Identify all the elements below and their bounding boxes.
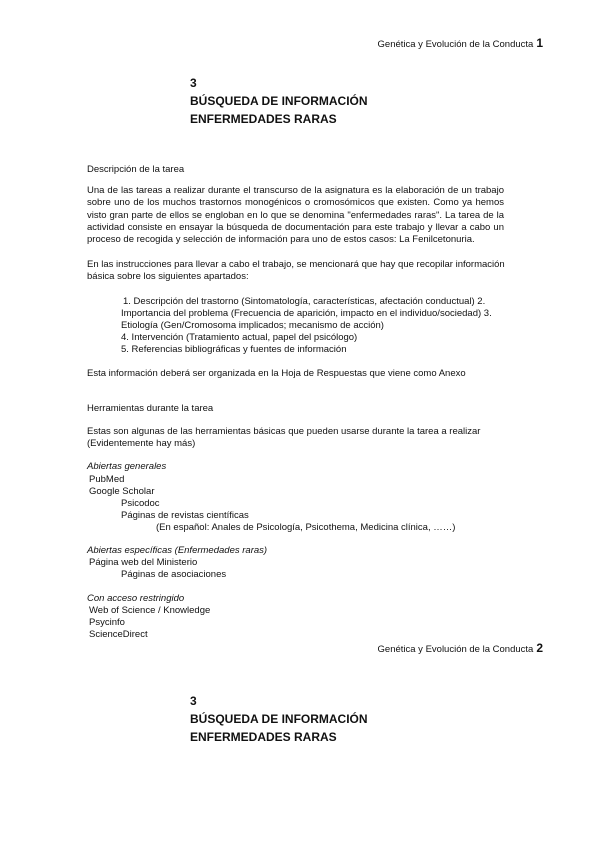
instructions-line-1: En las instrucciones para llevar a cabo el trabajo, se mencionará que hay que recopilar información [87, 259, 505, 270]
general-item: (En español: Anales de Psicología, Psicothema, Medicina clínica, ……) [156, 522, 456, 533]
page-number: 2 [536, 641, 543, 655]
list-item: 1. Descripción del trastorno (Sintomatología, características, afectación conductual) 2. [123, 296, 486, 307]
page-header [378, 641, 543, 655]
task-heading: Descripción de la tarea [87, 164, 185, 175]
general-item: Google Scholar [89, 486, 155, 497]
title-line-2: ENFERMEDADES RARAS [190, 730, 337, 744]
section-number: 3 [190, 694, 197, 708]
general-item: PubMed [89, 474, 125, 485]
general-item: Páginas de revistas científicas [121, 510, 249, 521]
specific-item: Página web del Ministerio [89, 557, 198, 568]
header-text: Genética y Evolución de la Conducta [377, 644, 534, 655]
restricted-item: Web of Science / Knowledge [89, 605, 211, 616]
section-title [190, 692, 368, 746]
general-item: Psicodoc [121, 498, 160, 509]
specific-item: Páginas de asociaciones [121, 569, 227, 580]
section-title [190, 74, 368, 128]
list-item: 4. Intervención (Tratamiento actual, papel del psicólogo) [121, 332, 358, 343]
title-line-2: ENFERMEDADES RARAS [190, 112, 337, 126]
restricted-item: ScienceDirect [89, 629, 148, 640]
page-number: 1 [536, 36, 543, 50]
list-item: 5. Referencias bibliográficas y fuentes de información [121, 344, 347, 355]
list-item: Importancia del problema (Frecuencia de aparición, impacto en el individuo/sociedad) 3. [121, 308, 492, 319]
title-line-1: BÚSQUEDA DE INFORMACIÓN [190, 94, 368, 108]
instructions-line-2: básica sobre los siguientes apartados: [87, 271, 249, 282]
restricted-item: Psycinfo [89, 617, 125, 628]
header-text: Genética y Evolución de la Conducta [377, 39, 534, 50]
list-item: Etiología (Gen/Cromosoma implicados; mecanismo de acción) [121, 320, 384, 331]
section-number: 3 [190, 76, 197, 90]
page-header [378, 36, 543, 50]
tools-heading: Herramientas durante la tarea [87, 403, 214, 414]
specific-heading: Abiertas específicas (Enfermedades raras) [87, 545, 268, 556]
restricted-heading: Con acceso restringido [87, 593, 185, 604]
tools-intro-line-2: (Evidentemente hay más) [87, 438, 196, 449]
title-line-1: BÚSQUEDA DE INFORMACIÓN [190, 712, 368, 726]
general-heading: Abiertas generales [87, 461, 167, 472]
tools-intro-line-1: Estas son algunas de las herramientas básicas que pueden usarse durante la tarea a realizar [87, 426, 481, 437]
organize-note: Esta información deberá ser organizada en la Hoja de Respuestas que viene como Anexo [87, 368, 466, 379]
intro-paragraph: Una de las tareas a realizar durante el transcurso de la asignatura es la elaboración de un trabajo sobre uno de los muchos trastornos monogénicos o cromosómicos que existen. Como ya hemos visto gran parte de ellos se engloban en lo que se denomina "enfermedades raras". La tarea de la actividad consiste en ensayar la búsqueda de documentación para este trabajo y llevar a cabo un proceso de recogida y selección de información para uno de estos casos: La Fenilcetonuria. [87, 185, 504, 246]
